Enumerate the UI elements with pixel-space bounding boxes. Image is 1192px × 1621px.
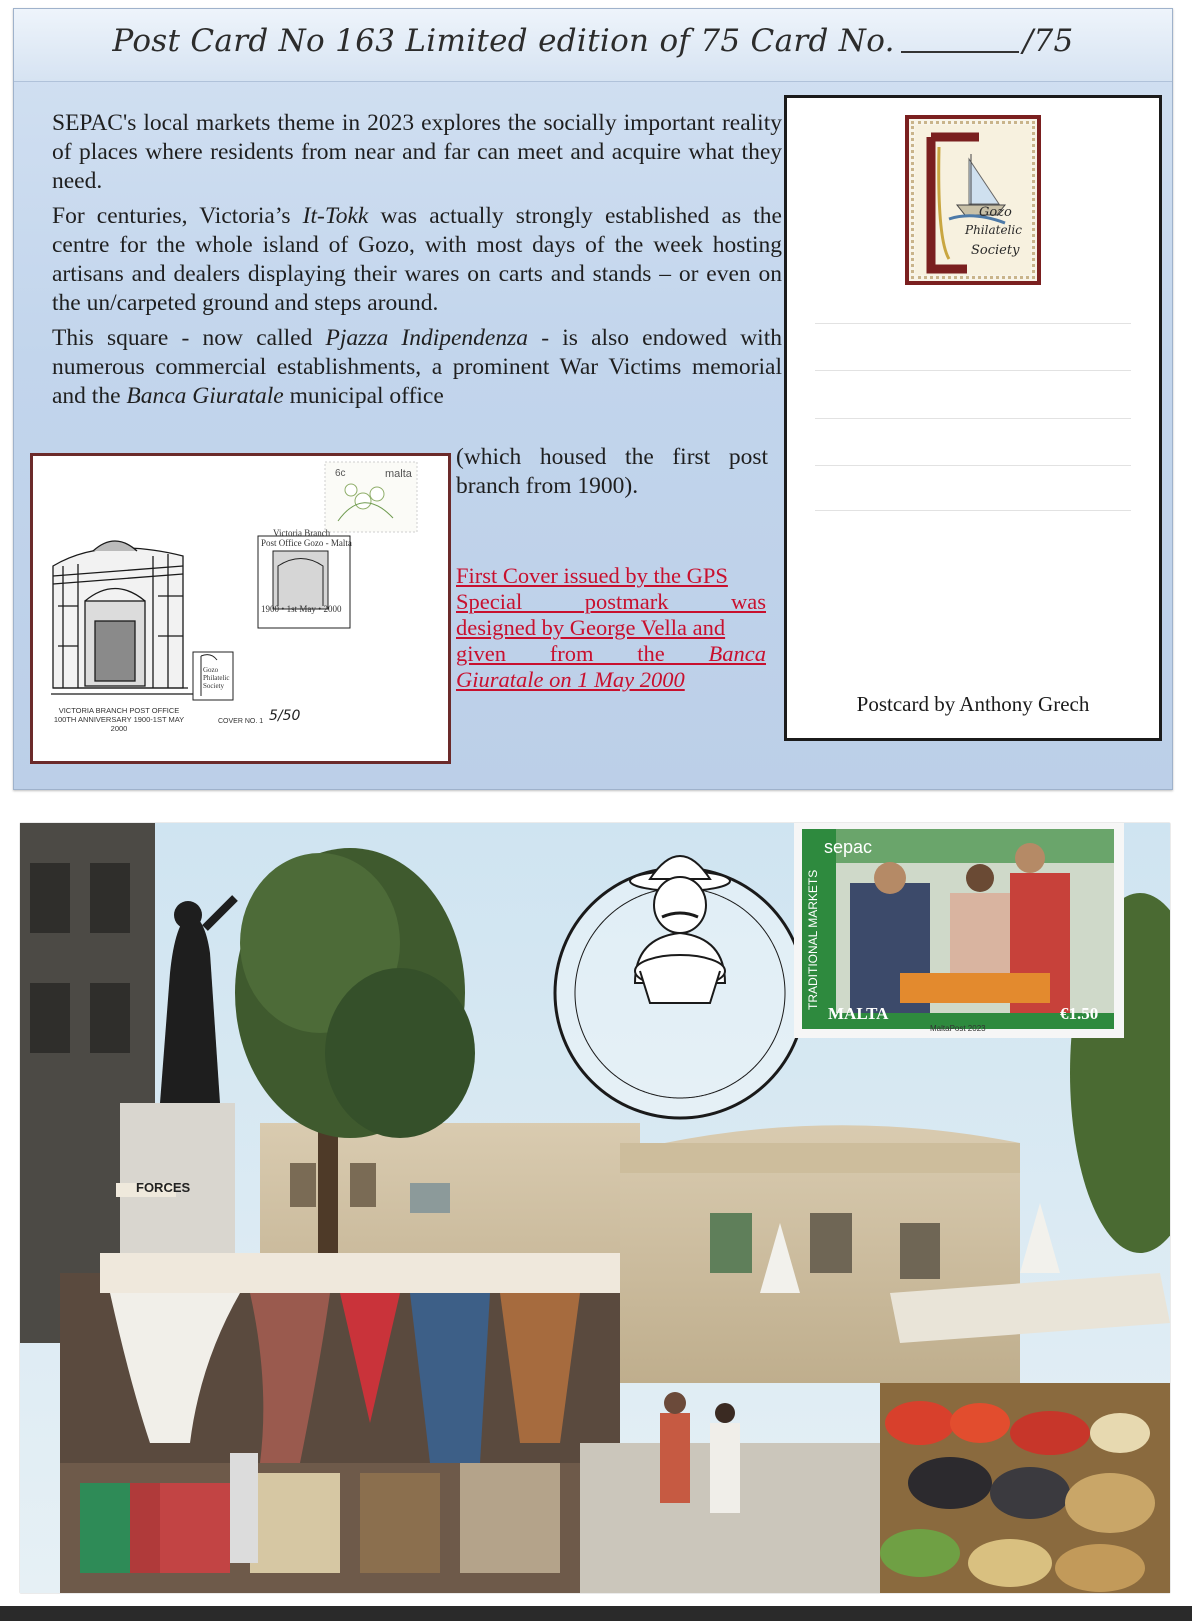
cover-postmark-line1: Victoria Branch	[273, 528, 331, 538]
stamp-value: €1.50	[1060, 1004, 1099, 1023]
card-number-blank	[901, 50, 1019, 53]
paragraph-3-continuation: (which housed the first post branch from 1900).	[456, 444, 768, 499]
post-office-building-drawing	[51, 541, 193, 694]
address-line-4	[815, 465, 1131, 466]
memorial-plaque: FORCES	[136, 1180, 191, 1195]
cover-postmark	[258, 536, 350, 628]
postcard-front-photo	[20, 823, 1170, 1593]
card-number-title: Post Card No 163 Limited edition of 75 Card No. /75	[112, 23, 1074, 59]
paragraph-2: For centuries, Victoria’s It-Tokk was actually strongly established as the centre for the whole island of Gozo, with most days of the week hosting artisans and dealers displaying their wares on carts and stands – or even on the un/carpeted ground and steps around.	[52, 203, 782, 316]
postcard-credit: Postcard by Anthony Grech	[856, 692, 1090, 716]
logo-word-philatelic: Philatelic	[965, 223, 1022, 237]
paragraph-3: This square - now called Pjazza Indipendenza - is also endowed with numerous commercial establishments, a prominent War Victims memorial and the Banca Giuratale municipal office	[52, 325, 782, 409]
stamp-brand: sepac	[824, 837, 873, 857]
market-square-photo	[20, 823, 1170, 1593]
vegetable-crates	[880, 1383, 1170, 1593]
address-line-2	[815, 370, 1131, 371]
logo-word-gozo: Gozo	[979, 205, 1012, 220]
cover-logo-text: Gozo Philatelic Society	[203, 666, 230, 690]
cover-stamp-country: malta	[385, 468, 412, 480]
address-panel	[784, 95, 1162, 741]
cover-caption: VICTORIA BRANCH POST OFFICE 100TH ANNIVERSARY 1900-1ST MAY 2000	[53, 706, 185, 733]
first-cover-image	[30, 453, 451, 764]
address-line-5	[815, 510, 1131, 511]
stamp-imprint: MaltaPost 2023	[930, 1024, 986, 1033]
logo-word-society: Society	[971, 243, 1020, 258]
banca-giuratale-building	[620, 1125, 1020, 1383]
cover-count: 5/50	[269, 708, 301, 724]
cover-number: COVER NO. 1	[218, 718, 264, 725]
cover-postmark-line3: 1900 • 1st May • 2000	[261, 604, 342, 614]
gps-logo-stamp	[905, 115, 1041, 285]
stamp-country: MALTA	[828, 1004, 889, 1023]
paragraph-1: SEPAC's local markets theme in 2023 explores the socially important reality of places where residents from near and far can meet and acquire what they need.	[52, 110, 782, 194]
first-cover-note: First Cover issued by the GPS Special postmark was designed by George Vella and given from the Banca Giuratale on 1 May 2000	[456, 563, 766, 692]
stamp-side-text: TRADITIONAL MARKETS	[806, 869, 820, 1010]
header-band	[14, 9, 1172, 82]
cover-postmark-line2: Post Office Gozo - Malta	[261, 538, 352, 548]
scan-edge-strip	[0, 1606, 1192, 1621]
description-text	[52, 109, 782, 411]
address-line-1	[815, 323, 1131, 324]
address-line-3	[815, 418, 1131, 419]
cover-stamp-value: 6c	[335, 468, 346, 479]
